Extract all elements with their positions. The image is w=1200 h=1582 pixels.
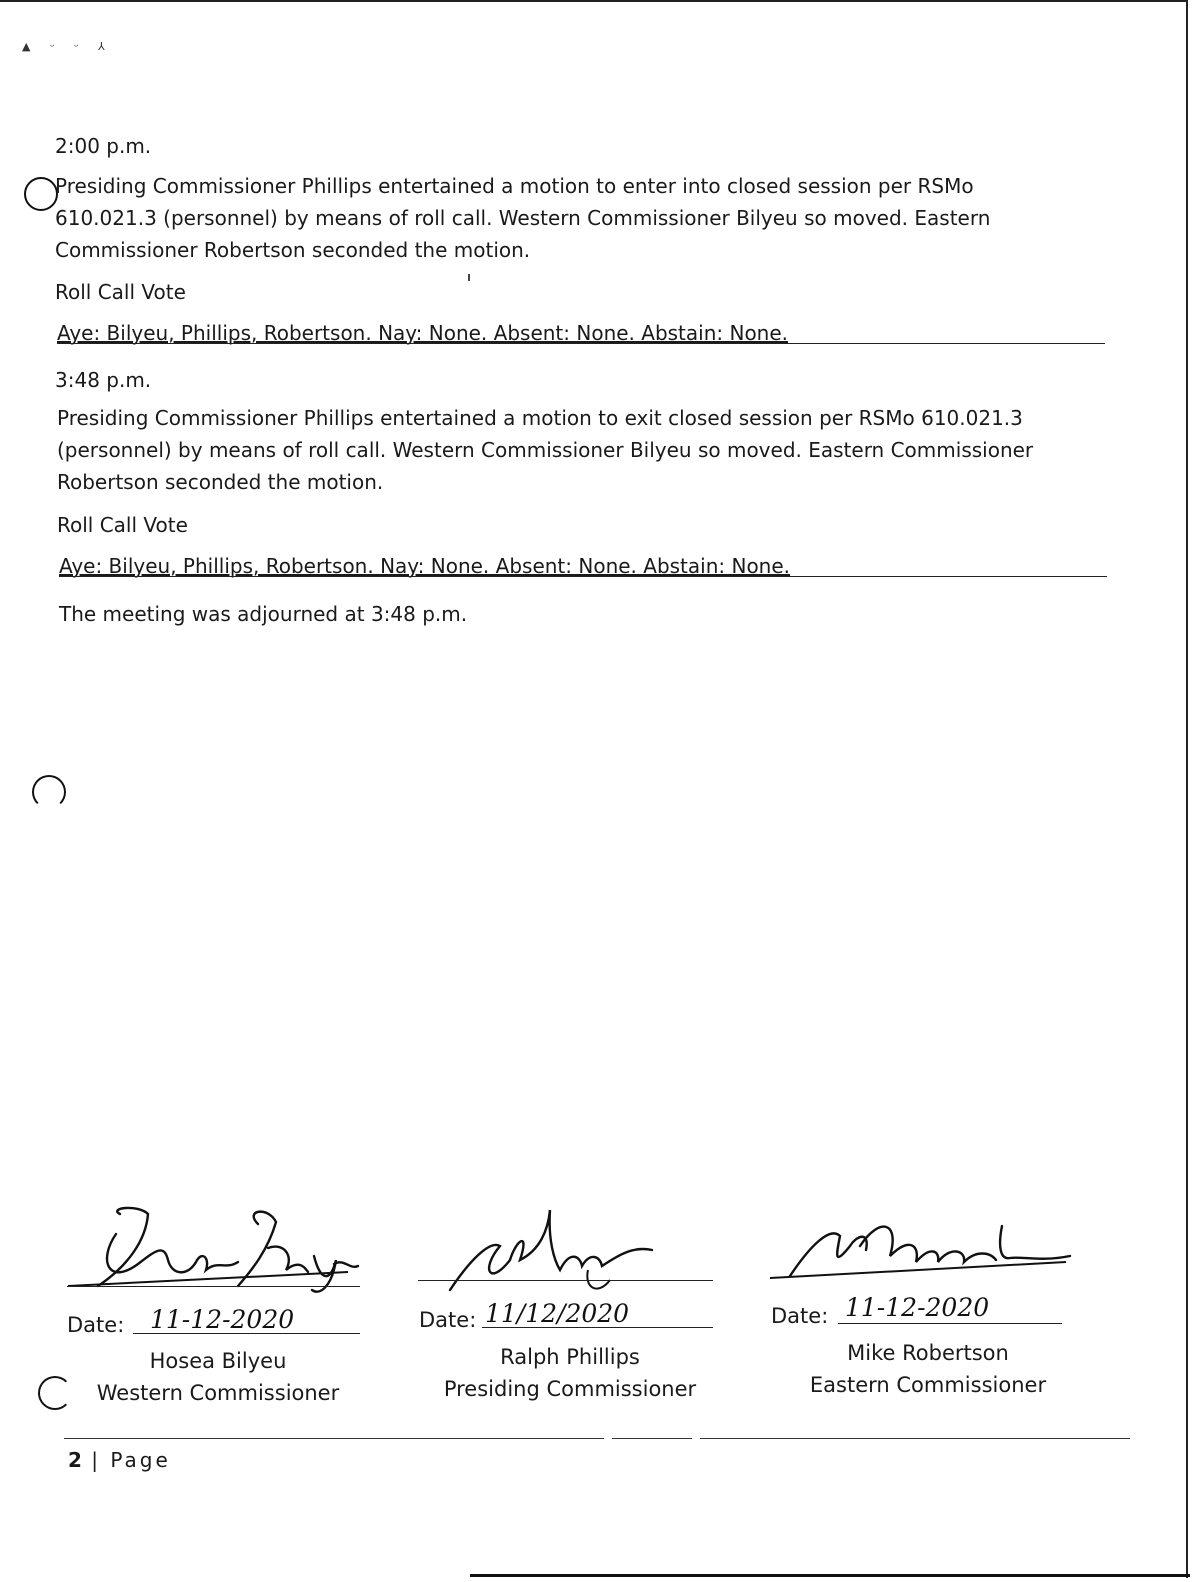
- roll-call-label-1: Roll Call Vote: [55, 280, 186, 304]
- date-label-robertson: Date:: [771, 1304, 829, 1328]
- punch-hole-bottom: [38, 1376, 72, 1410]
- signature-phillips: [420, 1200, 720, 1300]
- page-footer: [68, 1446, 171, 1474]
- motion-paragraph-1: Presiding Commissioner Phillips entertained a motion to enter into closed session per RSMo 610.021.3 (personnel) by means of roll call. Western Commissioner Bilyeu so moved. Eastern Commissioner Robertson seconded the motion.: [55, 174, 991, 262]
- punch-hole-middle: [32, 775, 66, 809]
- page-number: 2: [68, 1448, 82, 1472]
- date-value-phillips: 11/12/2020: [485, 1299, 630, 1328]
- vote-rule-1: [57, 343, 1105, 344]
- roll-call-label-2: Roll Call Vote: [57, 513, 188, 537]
- footer-rule-left: [64, 1438, 604, 1439]
- footer-rule-mid: [612, 1438, 692, 1439]
- vote-result-1: Aye: Bilyeu, Phillips, Robertson. Nay: None. Absent: None. Abstain: None.: [57, 321, 789, 345]
- signature-robertson: [770, 1206, 1080, 1296]
- session-time-1: 2:00 p.m.: [55, 134, 152, 158]
- title-bilyeu: Western Commissioner: [96, 1381, 340, 1405]
- date-line-phillips: [482, 1327, 713, 1328]
- scan-bottom-edge: [470, 1574, 1190, 1577]
- date-label-bilyeu: Date:: [67, 1313, 125, 1337]
- footer-rule-right: [700, 1438, 1130, 1439]
- date-value-robertson: 11-12-2020: [845, 1293, 990, 1322]
- session-time-2: 3:48 p.m.: [55, 368, 152, 392]
- adjournment-text: The meeting was adjourned at 3:48 p.m.: [59, 602, 468, 626]
- scan-speck: [468, 274, 470, 281]
- date-line-bilyeu: [133, 1333, 360, 1334]
- punch-hole-top: [24, 177, 58, 211]
- vote-rule-2: [59, 576, 1107, 577]
- title-robertson: Eastern Commissioner: [809, 1373, 1047, 1397]
- vote-result-2: Aye: Bilyeu, Phillips, Robertson. Nay: None. Absent: None. Abstain: None.: [59, 554, 791, 578]
- signature-line-phillips: [418, 1280, 713, 1281]
- signature-line-bilyeu: [67, 1286, 360, 1287]
- name-robertson: Mike Robertson: [847, 1341, 1009, 1365]
- title-phillips: Presiding Commissioner: [443, 1377, 697, 1401]
- scan-corner-mark: ▲ ᵕ ᵕ ⅄: [22, 40, 113, 53]
- date-value-bilyeu: 11-12-2020: [150, 1305, 295, 1334]
- name-phillips: Ralph Phillips: [500, 1345, 640, 1369]
- name-bilyeu: Hosea Bilyeu: [149, 1349, 287, 1373]
- motion-paragraph-2: Presiding Commissioner Phillips entertained a motion to exit closed session per RSMo 610.021.3 (personnel) by means of roll call. Western Commissioner Bilyeu so moved. Eastern Commissioner Robertson seconded the motion.: [57, 406, 1034, 494]
- date-line-robertson: [838, 1323, 1062, 1324]
- date-label-phillips: Date:: [419, 1308, 477, 1332]
- page-label: | Page: [91, 1448, 171, 1472]
- signature-bilyeu: [68, 1200, 368, 1300]
